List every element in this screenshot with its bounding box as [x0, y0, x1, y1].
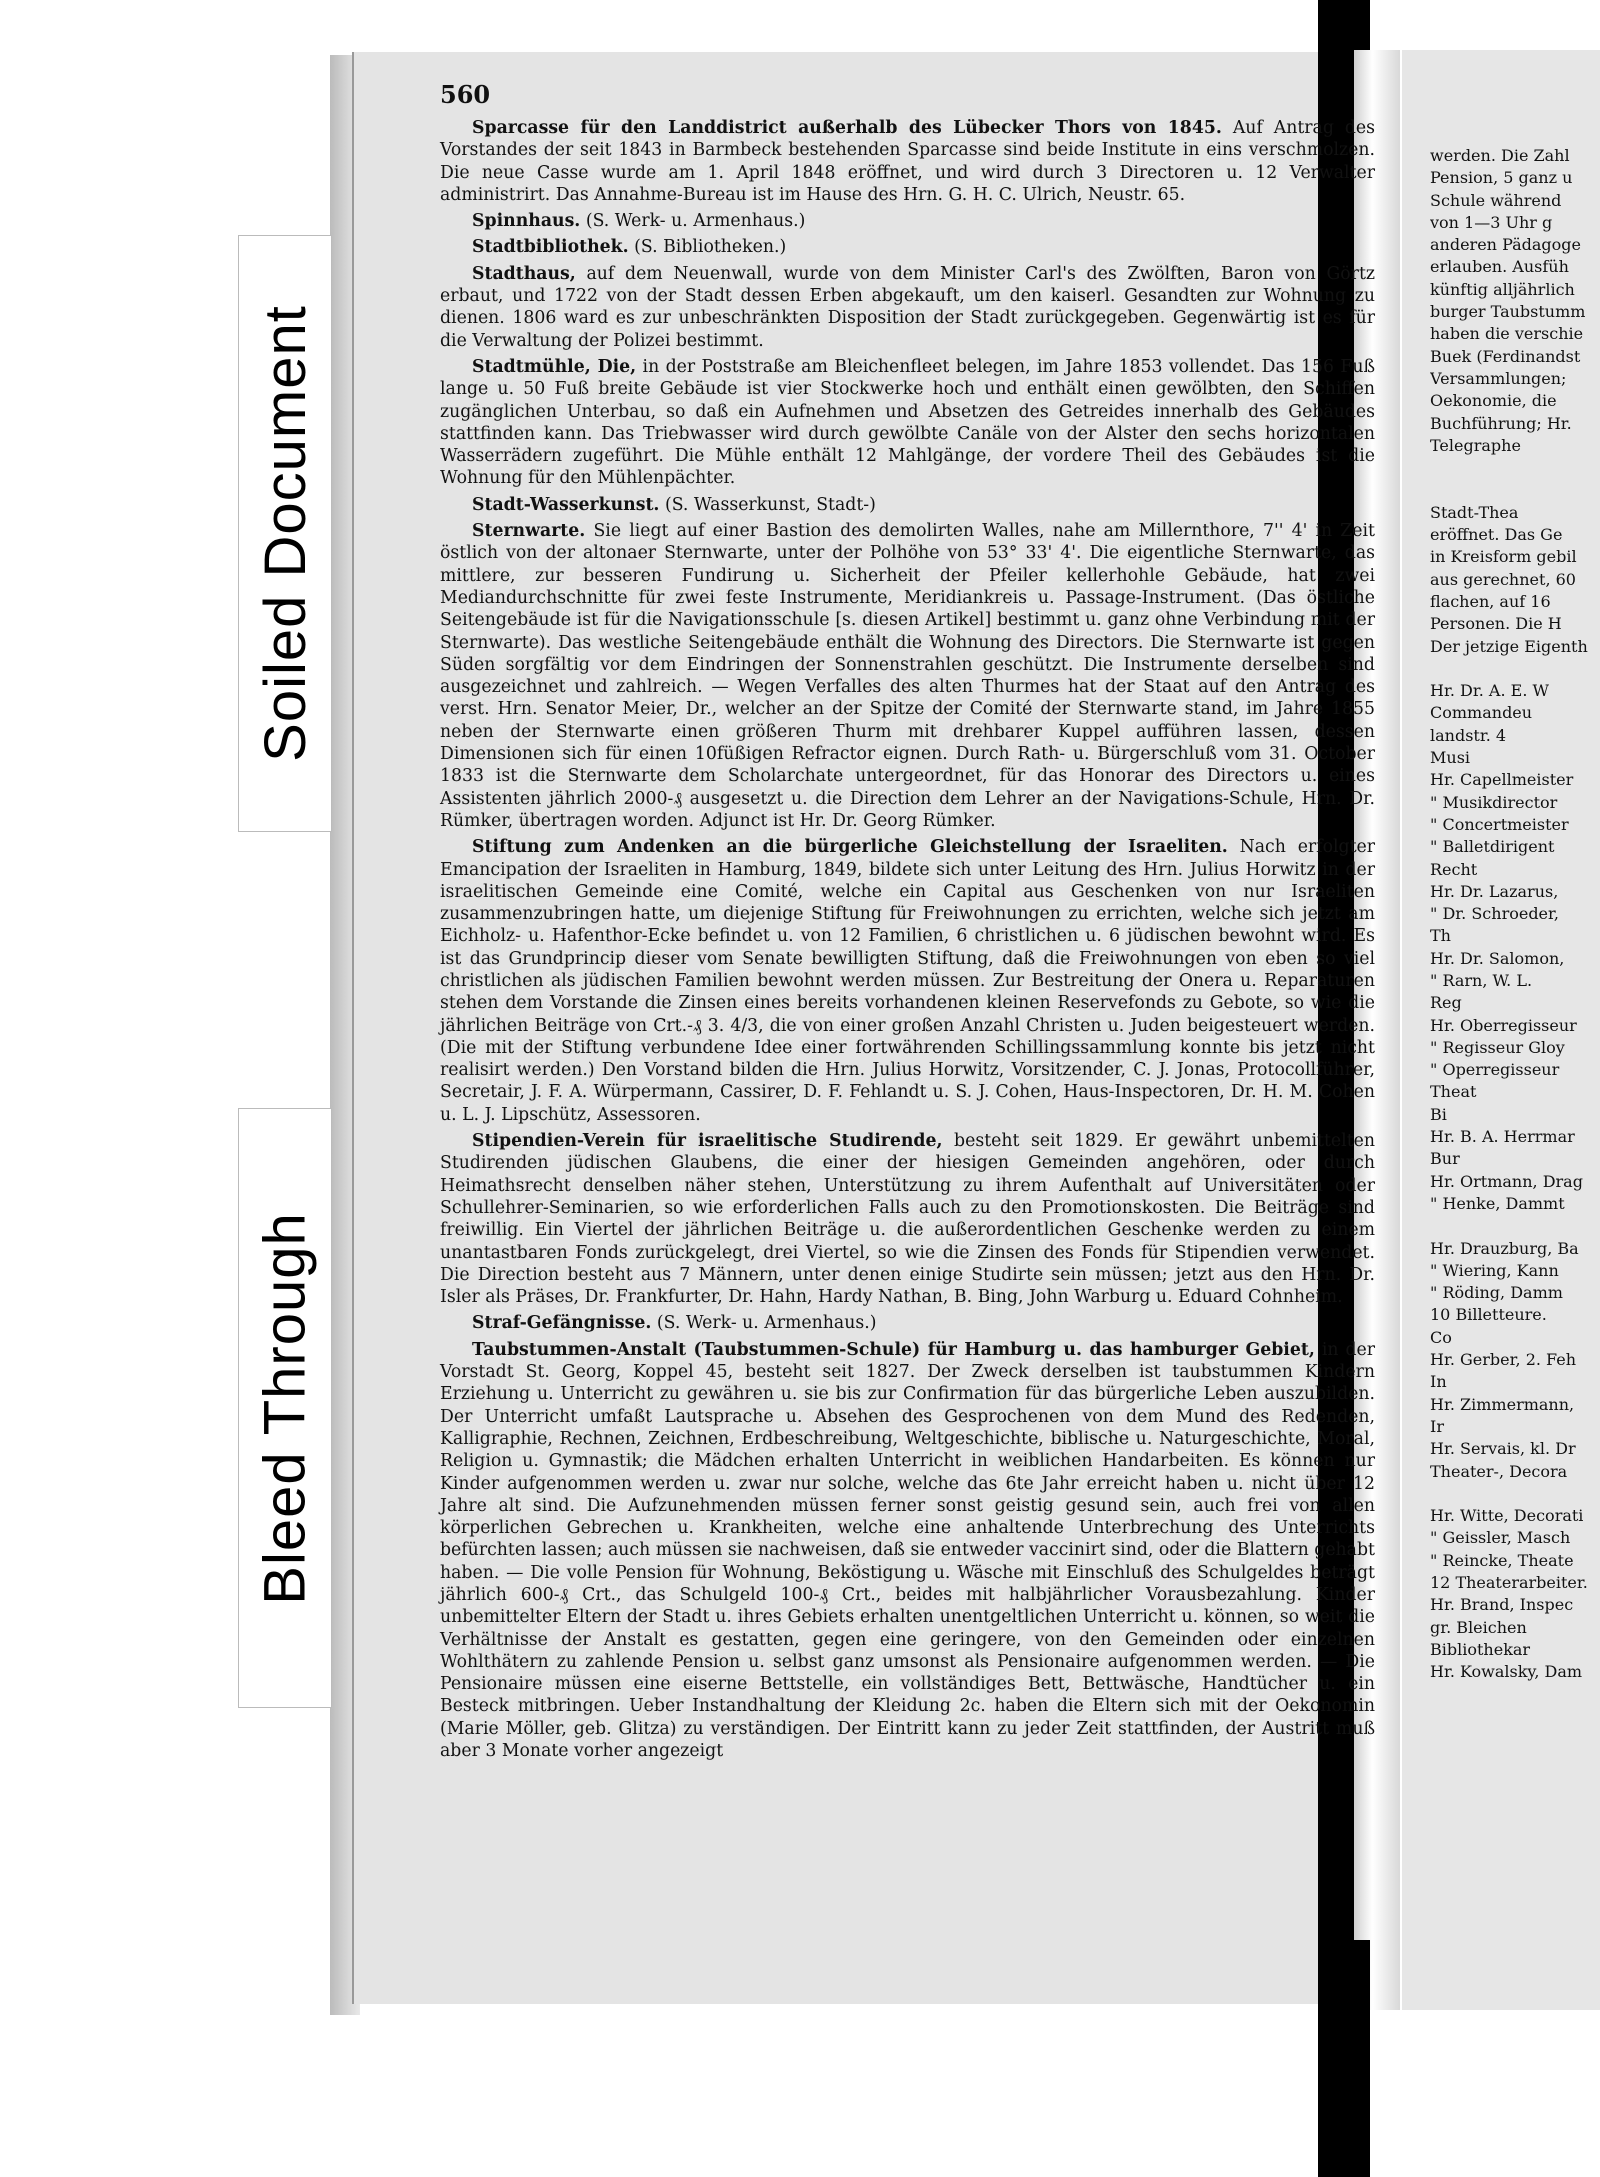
- right-page-line: Hr. Dr. Salomon,: [1430, 948, 1565, 968]
- page-number: 560: [440, 80, 491, 109]
- right-page-line: Hr. Zimmermann,: [1430, 1394, 1575, 1414]
- right-page-line: Hr. Oberregisseur: [1430, 1015, 1577, 1035]
- right-page-line: " Concertmeister: [1430, 814, 1569, 834]
- entry-text: in der Vorstadt St. Georg, Koppel 45, besteht seit 1827. Der Zweck derselben ist taubstummen Kindern Erziehung u. Unterricht zu gewähren u. sie bis zur Confirmation für das bürgerliche Leben auszubilden. Der Unterricht umfaßt Lautsprache u. Absehen des Gesprochenen von dem Mund des Redenden, Kalligraphie, Rechnen, Zeichnen, Erdbeschreibung, Weltgeschichte, biblische u. Naturgeschichte, Moral, Religion u. Gymnastik; die Mädchen erhalten Unterricht in weiblichen Handarbeiten. Es können nur Kinder aufgenommen werden u. zwar nur solche, welche das 6te Jahr erreicht haben u. nicht über 12 Jahre alt sind. Die Aufzunehmenden müssen ferner sonst geistig gesund sein, auch frei von allen körperlichen Gebrechen u. Krankheiten, welche eine anhaltende Unterbrechung des Unterrichts befürchten lassen; auch müssen sie nachweisen, daß sie entweder vaccinirt sind, oder die Blattern gehabt haben. — Die volle Pension für Wohnung, Beköstigung u. Wäsche mit Einschluß des Schulgeldes beträgt jährlich 600-₰ Crt., das Schulgeld 100-₰ Crt., beides mit halbjährlicher Vorausbezahlung. Kinder unbemittelter Eltern der Stadt u. ihres Gebiets erhalten unentgeltlichen Unterricht u. können, so weit die Verhältnisse der Anstalt es gestatten, gegen eine geringere, von den Gemeinden oder einzelnen Wohlthätern zu zahlende Pension u. selbst ganz umsonst als Pensionaire aufgenommen werden. — Die Pensionaire müssen eine eiserne Bettstelle, ein vollständiges Bett, Bettwäsche, Handtücher u. ein Besteck mitbringen. Ueber Instandhaltung der Kleidung 2c. haben die Eltern sich mit der Oekonomin (Marie Möller, geb. Glitza) zu verständigen. Der Eintritt kann zu jeder Zeit stattfinden, der Austritt muß aber 3 Monate vorher angezeigt: [440, 1339, 1375, 1762]
- entry-heading: Sparcasse für den Landdistrict außerhalb des Lübecker Thors von 1845.: [472, 118, 1222, 138]
- entry-heading: Stadtmühle, Die,: [472, 356, 637, 377]
- right-page-line: Bi: [1430, 1104, 1447, 1124]
- entry-text: auf dem Neuenwall, wurde von dem Minister Carl's des Zwölften, Baron von Görtz erbaut, und 1722 von der Stadt dessen Erben abgekauft, um den kaiserl. Gesandten zur Wohnung zu dienen. 1806 ward es zur unbeschränkten Disposition der Stadt zurückgegeben. Gegenwärtig ist es für die Verwaltung der Polizei bestimmt.: [440, 263, 1375, 351]
- entry-heading: Taubstummen-Anstalt (Taubstummen-Schule) für Hamburg u. das hamburger Gebiet,: [472, 1339, 1315, 1360]
- entry-paragraph: [440, 494, 1375, 516]
- entry-text: (S. Werk- u. Armenhaus.): [651, 1313, 877, 1334]
- right-page-line: Reg: [1430, 993, 1462, 1013]
- entry-text: in der Poststraße am Bleichenfleet belegen, im Jahre 1853 vollendet. Das 156 Fuß lange u. 50 Fuß breite Gebäude ist vier Stockwerke hoch und enthält einen gewölbten, den Schiffen zugänglichen Unterbau, so daß ein Aufnehmen und Absetzen des Getreides innerhalb des Gebäudes stattfinden kann. Das Triebwasser wird durch gewölbte Canäle von der Alster den sechs horizontalen Wasserrädern zugeführt. Die Mühle enthält 12 Mahlgänge, der vordere Theil des Gebäudes ist die Wohnung für den Mühlenpächter.: [440, 356, 1375, 489]
- entry-heading: Stiftung zum Andenken an die bürgerliche Gleichstellung der Israeliten.: [472, 837, 1228, 858]
- entry-text: (S. Werk- u. Armenhaus.): [580, 211, 806, 232]
- entry-text: (S. Bibliotheken.): [628, 237, 787, 258]
- right-page-line: Hr. Dr. A. E. W: [1430, 681, 1549, 701]
- right-page-line: werden. Die Zahl: [1430, 146, 1570, 165]
- right-page-line: Hr. Witte, Decorati: [1430, 1506, 1584, 1526]
- entry-text: Sie liegt auf einer Bastion des demolirten Walles, nahe am Millernthore, 7'' 4' in Zeit östlich von der altonaer Sternwarte, unter der Polhöhe von 53° 33' 4'. Die eigentliche Sternwarte, das mittlere, zur besseren Fundirung u. Sicherheit der Pfeiler kellerhohle Gebäude, hat zwei Mediandurchschnitte für zwei feste Instrumente, Meridiankreis u. Passage-Instrument. (Das östliche Seitengebäude ist für die Navigationsschule [s. diesen Artikel] bestimmt u. ganz ohne Verbindung mit der Sternwarte). Das westliche Seitengebäude enthält die Wohnung des Directors. Die Sternwarte ist gegen Süden sorgfältig vor dem Eindringen der Sonnenstrahlen geschützt. Die Instrumente derselben sind ausgezeichnet und zahlreich. — Wegen Verfalles des alten Thurmes hat der Staat auf den Antrag des verst. Hrn. Senator Meier, Dr., welcher an der Spitze der Comité der Sternwarte stand, im Jahre 1855 neben der Sternwarte einen größeren Thurm mit drehbarer Kuppel aufführen lassen, dessen Dimensionen sich für einen 10füßigen Refractor eignen. Durch Rath- u. Bürgerschluß vom 31. October 1833 ist die Sternwarte dem Scholarchate untergeordnet, für das Honorar des Directors u. eines Assistenten jährlich 2000-₰ ausgesetzt u. die Direction dem Lehrer an der Navigations-Schule, Hrn. Dr. Rümker, übertragen worden. Adjunct ist Hr. Dr. Georg Rümker.: [440, 521, 1375, 831]
- entry-paragraph: [440, 210, 1375, 232]
- entry-text: besteht seit 1829. Er gewährt unbemittelten Studirenden jüdischen Glaubens, die einer der hiesigen Gemeinden angehören, oder durch Heimathsrecht denselben näher stehen, Unterstützung zu ihrem Aufenthalt auf Universitäten oder Schullehrer-Seminarien, so wie erforderlichen Falls auch zu den Promotionskosten. Die Beiträge sind freiwillig. Ein Viertel der jährlichen Beiträge u. die außerordentlichen Geschenke werden zu einem unantastbaren Fonds zurückgelegt, drei Viertel, so wie die Zinsen des Fonds für Stipendien verwendet. Die Direction besteht aus 7 Männern, unter denen einige Studirte sein müssen; jetzt aus den Hrn. Dr. Isler als Präses, Dr. Frankfurter, Dr. Hahn, Hardy Nathan, B. Bing, John Warburg u. Eduard Cohnheim.: [440, 1131, 1375, 1308]
- entry-heading: Stadtbibliothek.: [472, 237, 629, 258]
- entry-paragraph: [440, 1312, 1375, 1334]
- entry-paragraph: [440, 1130, 1375, 1308]
- right-page-line: In: [1430, 1372, 1447, 1392]
- right-page-line: Hr. Servais, kl. Dr: [1430, 1439, 1576, 1459]
- right-page-line: Hr. Capellmeister: [1430, 770, 1574, 790]
- right-page-line: 12 Theaterarbeiter.: [1430, 1573, 1588, 1592]
- entry-text: (S. Wasserkunst, Stadt-): [659, 494, 876, 515]
- right-page-line: Personen. Die H: [1430, 614, 1562, 634]
- right-page-line: Commandeu: [1430, 703, 1533, 723]
- right-page-line: " Wiering, Kann: [1430, 1260, 1559, 1280]
- right-page-line: [1430, 658, 1600, 680]
- right-page-line: " Henke, Dammt: [1430, 1193, 1565, 1213]
- right-page-line: " Balletdirigent: [1430, 837, 1555, 857]
- right-page-line: " Geissler, Masch: [1430, 1528, 1571, 1548]
- soiled-document-text: Soiled Document: [252, 305, 318, 762]
- bleed-through-text: Bleed Through: [252, 1211, 318, 1605]
- entry-text: Auf Antrag des Vorstandes der seit 1843 in Barmbeck bestehenden Sparcasse sind beide Institute in eins verschmolzen. Die neue Casse wurde am 1. April 1848 eröffnet, und wird durch 3 Directoren u. 12 Verwalter administrirt. Das Annahme-Bureau ist im Hause des Hrn. G. H. C. Ulrich, Neustr. 65.: [440, 118, 1375, 205]
- right-page-line: " Operregisseur: [1430, 1060, 1560, 1080]
- right-page-line: " Röding, Damm: [1430, 1283, 1563, 1303]
- binding-bar: [1322, 1940, 1370, 2177]
- right-page-line: in Kreisform gebil: [1430, 547, 1577, 567]
- right-page-line: Oekonomie, die: [1430, 391, 1557, 411]
- right-page-line: " Dr. Schroeder,: [1430, 904, 1559, 924]
- right-page-line: von 1—3 Uhr g: [1430, 212, 1553, 232]
- right-page-line: [1430, 479, 1600, 501]
- entry-paragraph: [440, 356, 1375, 490]
- entry-heading: Spinnhaus.: [472, 211, 581, 232]
- right-page-line: Stadt-Thea: [1430, 502, 1519, 522]
- right-page-line: Hr. Kowalsky, Dam: [1430, 1662, 1583, 1682]
- right-page-line: Hr. Gerber, 2. Feh: [1430, 1350, 1577, 1370]
- right-page-line: Hr. Dr. Lazarus,: [1430, 881, 1559, 901]
- right-page-line: Co: [1430, 1327, 1452, 1347]
- entry-heading: Sternwarte.: [472, 521, 586, 542]
- right-page-line: Buek (Ferdinandst: [1430, 346, 1581, 366]
- entry-paragraph: [440, 117, 1375, 206]
- right-page-line: haben die verschie: [1430, 324, 1584, 344]
- right-page-line: [1430, 1483, 1600, 1505]
- entry-heading: Stipendien-Verein für israelitische Studirende,: [472, 1131, 943, 1152]
- right-page-line: 10 Billetteure.: [1430, 1305, 1547, 1325]
- entry-paragraph: [440, 263, 1375, 352]
- right-page-line: eröffnet. Das Ge: [1430, 525, 1563, 545]
- right-page-line: anderen Pädagoge: [1430, 235, 1582, 255]
- right-page-line: Pension, 5 ganz u: [1430, 168, 1573, 188]
- entry-heading: Straf-Gefängnisse.: [472, 1313, 652, 1334]
- entry-paragraph: [440, 836, 1375, 1126]
- right-page-line: Schule während: [1430, 190, 1562, 210]
- right-page-line: Telegraphe: [1430, 435, 1521, 455]
- page-content: [440, 80, 1375, 1766]
- right-page-line: [1430, 1215, 1600, 1237]
- right-page-line: Hr. Drauzburg, Ba: [1430, 1238, 1579, 1258]
- entry-heading: Stadt-Wasserkunst.: [472, 494, 660, 515]
- right-page-line: " Rarn, W. L.: [1430, 970, 1533, 990]
- right-page-line: Bur: [1430, 1149, 1460, 1169]
- right-page-line: " Reincke, Theate: [1430, 1550, 1574, 1570]
- bleed-through-label: [238, 1108, 332, 1708]
- right-page-line: erlauben. Ausfüh: [1430, 257, 1569, 277]
- soiled-document-label: [238, 235, 332, 832]
- right-page-line: Musi: [1430, 748, 1471, 768]
- right-page-text: [1430, 145, 1600, 1683]
- right-page-line: Ir: [1430, 1416, 1444, 1436]
- right-page-line: Hr. Brand, Inspec: [1430, 1595, 1574, 1615]
- entry-paragraph: [440, 1339, 1375, 1763]
- right-page-line: künftig alljährlich: [1430, 279, 1575, 299]
- right-page-line: Bibliothekar: [1430, 1639, 1531, 1659]
- entry-heading: Stadthaus,: [472, 263, 576, 284]
- right-page-line: " Musikdirector: [1430, 792, 1558, 812]
- right-page-line: burger Taubstumm: [1430, 302, 1586, 322]
- right-page-line: " Regisseur Gloy: [1430, 1037, 1565, 1057]
- right-page-line: aus gerechnet, 60: [1430, 569, 1576, 589]
- right-page-line: landstr. 4: [1430, 725, 1507, 745]
- right-page-line: flachen, auf 16: [1430, 591, 1551, 611]
- right-page-line: Der jetzige Eigenth: [1430, 636, 1588, 656]
- right-page-line: Theat: [1430, 1082, 1477, 1102]
- right-page-line: gr. Bleichen: [1430, 1617, 1527, 1637]
- entry-text: Nach erfolgter Emancipation der Israeliten in Hamburg, 1849, bildete sich unter Leitung des Hrn. Julius Horwitz in der israelitischen Gemeinde eine Comité, welche ein Capital aus Geschenken von nur Israeliten zusammenzubringen hatte, um diejenige Stiftung für Freiwohnungen zu errichten, welche sich jetzt am Eichholz- u. Hafenthor-Ecke befindet u. von 12 Familien, 6 christlichen u. 6 jüdischen bewohnt wird. Es ist das Grundprincip dieser vom Senate bewilligten Stiftung, daß die Freiwohnungen von eben so viel christlichen als jüdischen Familien bewohnt werden müssen. Zur Bestreitung der Onera u. Reparaturen stehen dem Vorstande die Zinsen eines bereits vorhandenen kleinen Reservefonds zu Gebote, so wie die jährlichen Beiträge von Crt.-₰ 3. 4/3, die von einer großen Anzahl Christen u. Juden beigesteuert werden. (Die mit der Stiftung verbundene Idee einer fortwährenden Schillingssammlung konnte bis jetzt nicht realisirt werden.) Den Vorstand bilden die Hrn. Julius Horwitz, Vorsitzender, C. J. Jonas, Protocollführer, Secretair, J. F. A. Würpermann, Cassirer, D. F. Fehlandt u. S. J. Cohen, Haus-Inspectoren, Dr. H. M. Cohen u. L. J. Lipschütz, Assessoren.: [440, 837, 1376, 1125]
- right-page-line: Th: [1430, 926, 1451, 946]
- right-page-line: Buchführung; Hr.: [1430, 413, 1572, 433]
- right-page-line: Theater-, Decora: [1430, 1461, 1568, 1481]
- right-page-line: Recht: [1430, 859, 1478, 879]
- entry-paragraph: [440, 520, 1375, 832]
- right-page-line: Hr. B. A. Herrmar: [1430, 1127, 1575, 1147]
- right-page-line: Versammlungen;: [1430, 368, 1567, 388]
- right-page-line: Hr. Ortmann, Drag: [1430, 1171, 1583, 1191]
- right-page-line: [1430, 457, 1600, 479]
- entry-paragraph: [440, 236, 1375, 258]
